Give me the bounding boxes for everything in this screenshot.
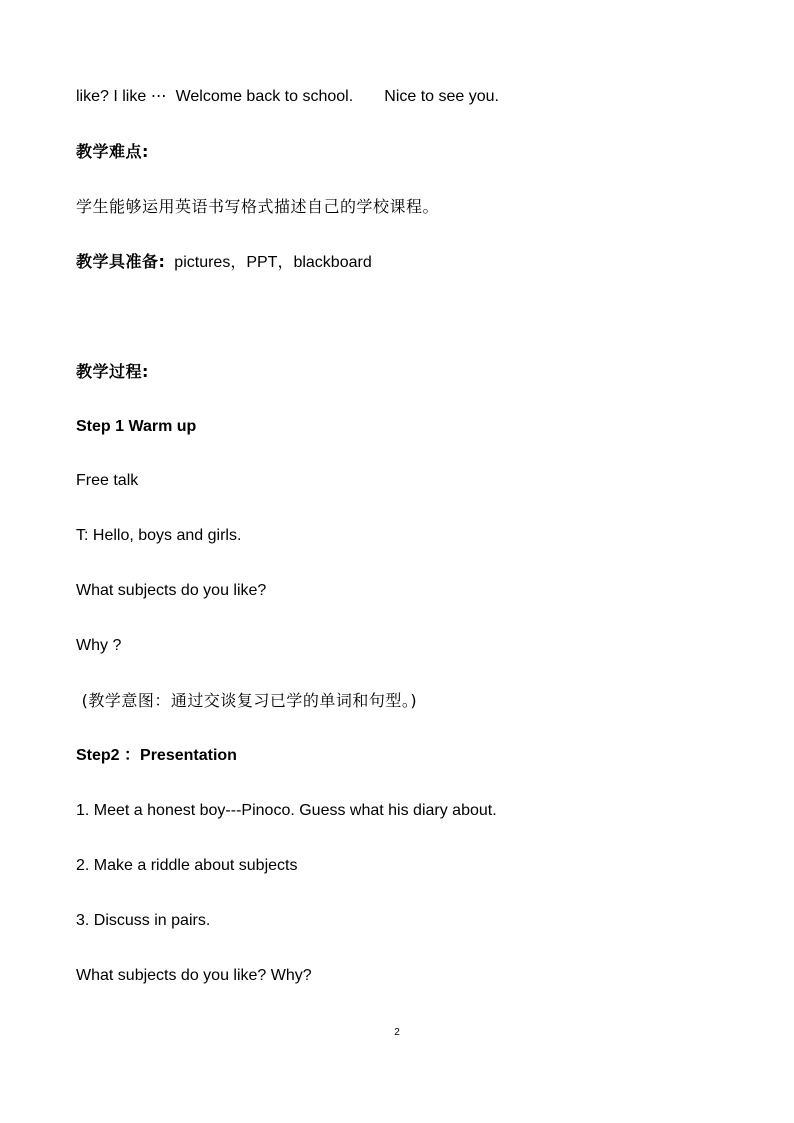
text-line: What subjects do you like?: [76, 582, 267, 599]
list-item: 2. Make a riddle about subjects: [76, 857, 298, 874]
section-heading-teaching-aids: 教学具准备:: [76, 252, 166, 271]
section-heading-process: 教学过程:: [76, 362, 149, 381]
text-line: Why ?: [76, 637, 122, 654]
text-line: 学生能够运用英语书写格式描述自己的学校课程。: [76, 197, 440, 216]
list-item: 3. Discuss in pairs.: [76, 912, 211, 929]
teaching-intent-note: (教学意图：通过交谈复习已学的单词和句型。): [76, 691, 418, 710]
teaching-aids-line: [76, 252, 372, 273]
step-heading: Step 1 Warm up: [76, 418, 197, 435]
text-line: Free talk: [76, 472, 139, 489]
step-heading: Step2 ：Presentation: [76, 747, 237, 764]
list-item: 1. Meet a honest boy---Pinoco. Guess what his diary about.: [76, 802, 497, 819]
page-number: 2: [394, 1027, 400, 1038]
teaching-aids-text: pictures，PPT，blackboard: [165, 254, 372, 271]
text-line: like? I like ⋯ Welcome back to school. Nice to see you.: [76, 88, 499, 105]
text-line: T: Hello, boys and girls.: [76, 527, 242, 544]
text-line: What subjects do you like? Why?: [76, 967, 312, 984]
section-heading-difficulties: 教学难点:: [76, 142, 149, 161]
